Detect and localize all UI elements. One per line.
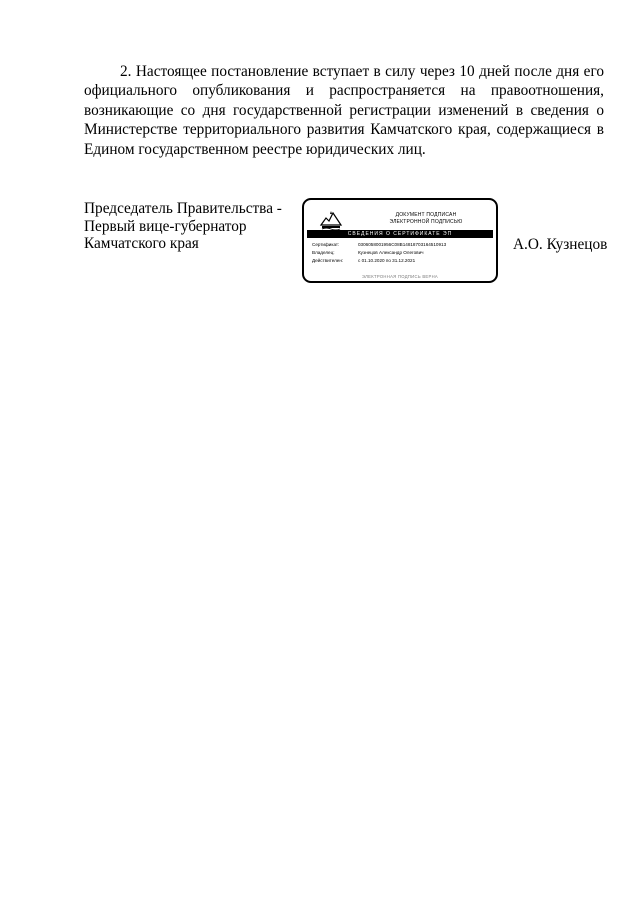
certificate-row bbox=[312, 242, 446, 248]
stamp-heading bbox=[364, 212, 488, 225]
position-line-3: Камчатского края bbox=[84, 235, 199, 252]
valid-label: Действителен: bbox=[312, 258, 344, 263]
owner-label: Владелец: bbox=[312, 250, 335, 255]
owner-value: Кузнецов Александр Олегович bbox=[358, 250, 424, 255]
position-line-1: Председатель Правительства - bbox=[84, 200, 282, 217]
stamp-footer: ЭЛЕКТРОННАЯ ПОДПИСЬ ВЕРНА bbox=[361, 274, 439, 279]
validity-row bbox=[312, 258, 415, 264]
stamp-heading-line-2: ЭЛЕКТРОННОЙ ПОДПИСЬЮ bbox=[389, 218, 463, 225]
electronic-signature-stamp bbox=[302, 198, 498, 283]
signatory-name: А.О. Кузнецов bbox=[513, 236, 608, 253]
certificate-label: Сертификат: bbox=[312, 242, 340, 247]
valid-value: с 01.10.2020 по 31.12.2021 bbox=[358, 258, 416, 263]
owner-row bbox=[312, 250, 424, 256]
stamp-heading-line-1: ДОКУМЕНТ ПОДПИСАН bbox=[395, 212, 457, 218]
body-paragraph: 2. Настоящее постановление вступает в силу через 10 дней после дня его официального опубликования и распространяется на правоотношения, возникающие со дня государственной регистрации изменений в сведения о Министерстве территориального развития Камчатского края, содержащиеся в Едином государственном реестре юридических лиц. bbox=[84, 63, 604, 158]
signatory-position bbox=[84, 200, 299, 253]
certificate-value: 0306058001956C08B14818703164510913 bbox=[358, 242, 447, 247]
certificate-info-bar: СВЕДЕНИЯ О СЕРТИФИКАТЕ ЭП bbox=[307, 230, 493, 238]
position-line-2: Первый вице-губернатор bbox=[84, 217, 247, 235]
